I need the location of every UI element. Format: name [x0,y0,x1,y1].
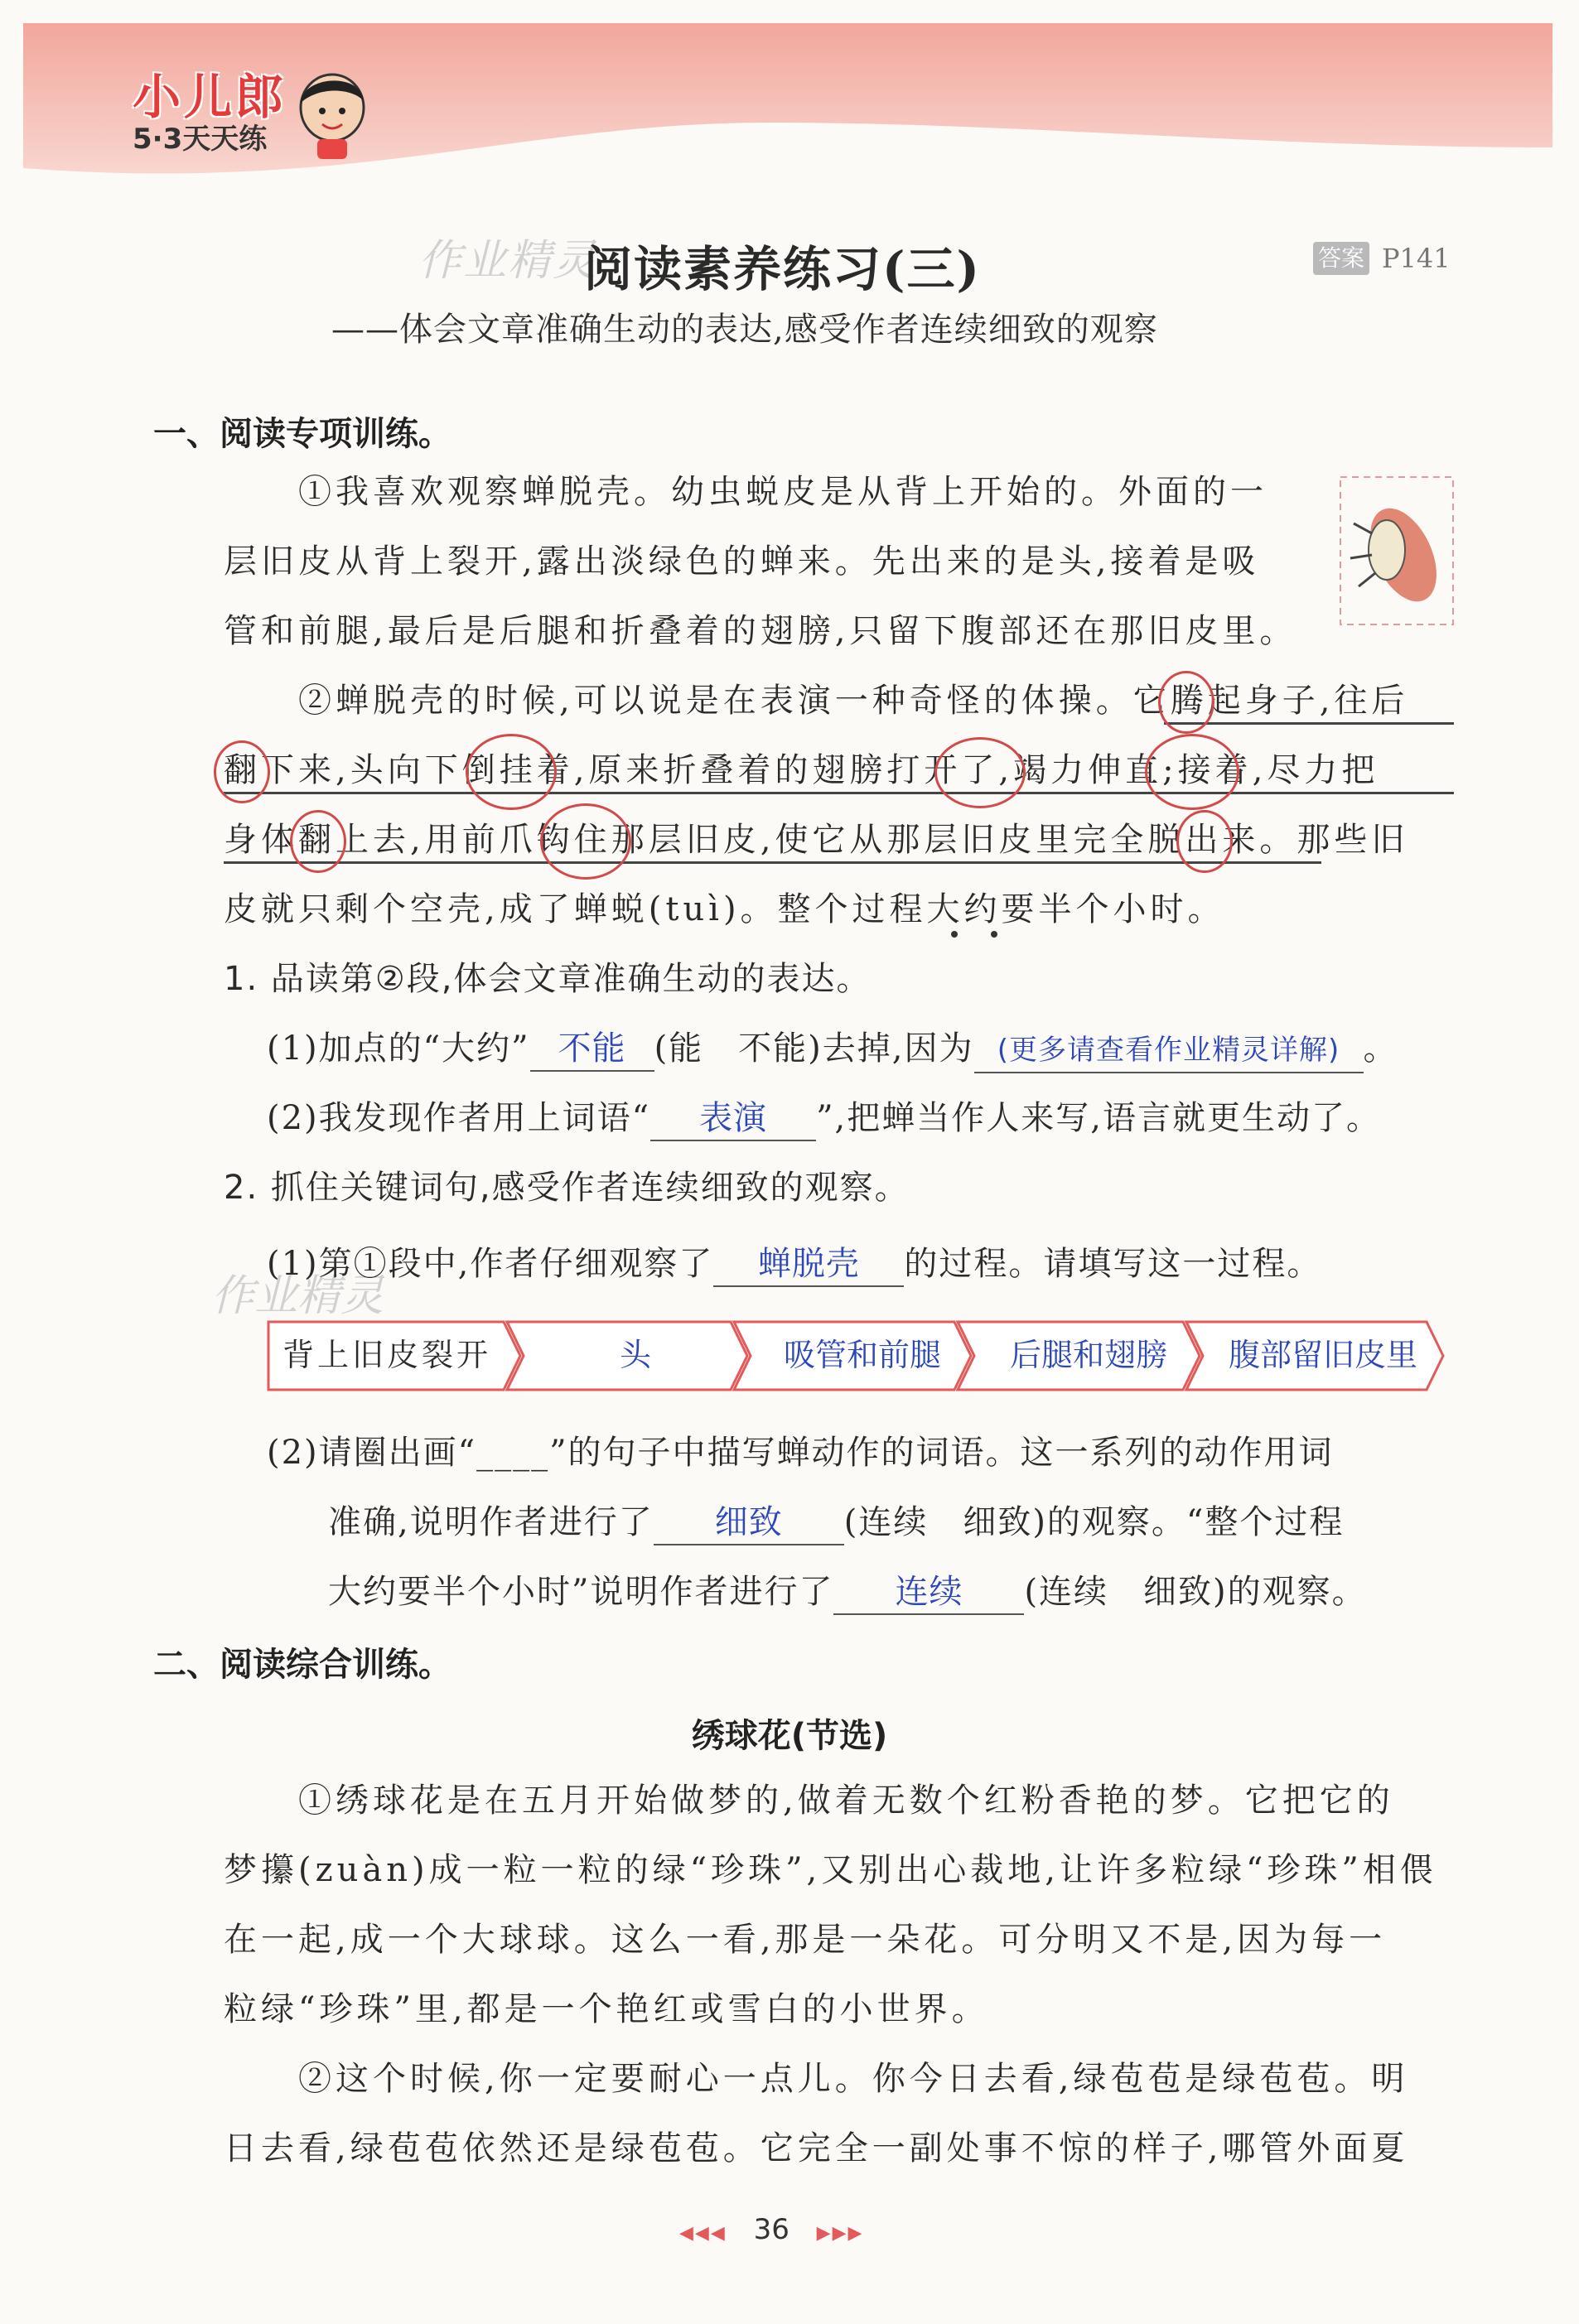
question-stem: 1. 品读第②段,体会文章准确生动的表达。 [224,960,872,998]
flow-step [267,1320,507,1390]
flow-step [751,1320,974,1390]
circled-word [1158,671,1214,734]
sentence-underline [224,861,1321,864]
q1-1-options: (能 不能)去掉,因为 [654,1029,974,1068]
flow-step [524,1320,747,1390]
emphasis-dot [991,931,997,938]
circled-word [934,737,1026,808]
passage-line: 翻下来,头向下倒挂着,原来折叠着的翅膀打开了,竭力伸直;接着,尽力把 [224,751,1379,789]
q2-3-suffix: (连续 细致)的观察。 [1024,1573,1367,1611]
question-2-1 [267,1242,1321,1287]
circled-word [290,810,346,873]
q1-1-reason: (更多请查看作业精灵详解) [974,1029,1364,1073]
passage-line: 梦攥(zuàn)成一粒一粒的绿“珍珠”,又别出心裁地,让许多粒绿“珍珠”相偎 [224,1851,1437,1889]
question-stem: 2. 抓住关键词句,感受作者连续细致的观察。 [224,1169,910,1207]
section-heading-1: 一、阅读专项训练。 [153,415,451,453]
flow-step-label: 背上旧皮裂开 [282,1337,491,1373]
circled-word [1176,810,1233,873]
brand-name: 小儿郎 [133,69,287,125]
passage-line: ②蝉脱壳的时候,可以说是在表演一种奇怪的体操。它腾起身子,往后 [298,682,1409,720]
cicada-illustration [1339,475,1455,626]
passage-line: 管和前腿,最后是后腿和折叠着的翅膀,只留下腹部还在那旧皮里。 [224,612,1297,650]
left-arrows-icon: ◀◀◀ [679,2223,727,2244]
passage-line: 身体翻上去,用前爪钩住那层旧皮,使它从那层旧皮里完全脱出来。那些旧 [224,821,1409,859]
q2-3-answer: 连续 [833,1570,1024,1615]
watermark: 作业精灵 [211,1271,384,1321]
watermark: 作业精灵 [418,236,598,286]
question-2-2: (2)请圈出画“____”的句子中描写蝉动作的词语。这一系列的动作用词 [267,1434,1334,1472]
circled-word [1145,734,1239,810]
q2-2-prefix: 准确,说明作者进行了 [328,1503,654,1541]
brand-logo [133,71,287,156]
passage-line: ①绣球花是在五月开始做梦的,做着无数个红粉香艳的梦。它把它的 [298,1782,1394,1820]
q1-2-answer: 表演 [650,1097,816,1141]
q2-1-answer: 蝉脱壳 [713,1242,904,1287]
sentence-underline [224,792,1454,794]
section-heading-2: 二、阅读综合训练。 [153,1646,451,1684]
answer-page-ref: P141 [1382,243,1451,274]
flow-step-label: 后腿和翅膀 [1009,1337,1167,1373]
passage-line: 在一起,成一个大球球。这么一看,那是一朵花。可分明又不是,因为每一 [224,1921,1387,1959]
answer-badge: 答案 [1313,242,1369,275]
passage-line: 层旧皮从背上裂开,露出淡绿色的蝉来。先出来的是头,接着是吸 [224,542,1260,581]
page-footer [679,2213,863,2246]
passage-line: ②这个时候,你一定要耐心一点儿。你今日去看,绿苞苞是绿苞苞。明 [298,2060,1409,2098]
q1-1-prefix: (1)加点的“大约” [267,1029,530,1068]
q2-2-answer: 细致 [654,1501,844,1545]
period: 。 [1363,1029,1398,1068]
mascot-icon [294,70,370,161]
page-subtitle: ——体会文章准确生动的表达,感受作者连续细致的观察 [331,311,1158,349]
flow-step [1203,1320,1443,1390]
q2-3-prefix: 大约要半个小时”说明作者进行了 [328,1573,834,1611]
passage-line: 粒绿“珍珠”里,都是一个艳红或雪白的小世界。 [224,1990,989,2028]
q1-1-answer: 不能 [530,1027,654,1072]
question-1-1 [267,1027,1398,1073]
q2-2-suffix: (连续 细致)的观察。“整个过程 [843,1503,1345,1541]
q1-2-suffix: ”,把蝉当作人来写,语言就更生动了。 [816,1099,1381,1137]
q1-2-prefix: (2)我发现作者用上词语“ [267,1099,651,1137]
circled-word [214,740,270,803]
circled-word [466,734,557,810]
right-arrows-icon: ▶▶▶ [816,2223,864,2244]
passage-title: 绣球花(节选) [691,1717,888,1755]
question-1-2 [267,1097,1381,1141]
passage-line: 日去看,绿苞苞依然还是绿苞苞。它完全一副处事不惊的样子,哪管外面夏 [224,2129,1409,2167]
question-2-2-line [328,1501,1344,1545]
flow-step-label: 腹部留旧皮里 [1228,1337,1417,1373]
q2-1-prefix: (1)第①段中,作者仔细观察了 [267,1245,714,1283]
flow-step-label: 吸管和前腿 [783,1337,941,1373]
q2-1-suffix: 的过程。请填写这一过程。 [904,1245,1322,1283]
circled-word [540,803,631,880]
passage-line: ①我喜欢观察蝉脱壳。幼虫蜕皮是从背上开始的。外面的一 [298,473,1268,511]
page-title: 阅读素养练习(三) [584,241,981,297]
page-number: 36 [753,2213,790,2246]
passage-line: 皮就只剩个空壳,成了蝉蜕(tuì)。整个过程大约要半个小时。 [224,890,1225,928]
emphasis-dot [951,931,958,938]
flow-step-label: 头 [619,1337,651,1373]
flow-step [974,1320,1203,1390]
question-2-3-line [328,1570,1367,1615]
series-name: 5·3天天练 [133,123,268,156]
